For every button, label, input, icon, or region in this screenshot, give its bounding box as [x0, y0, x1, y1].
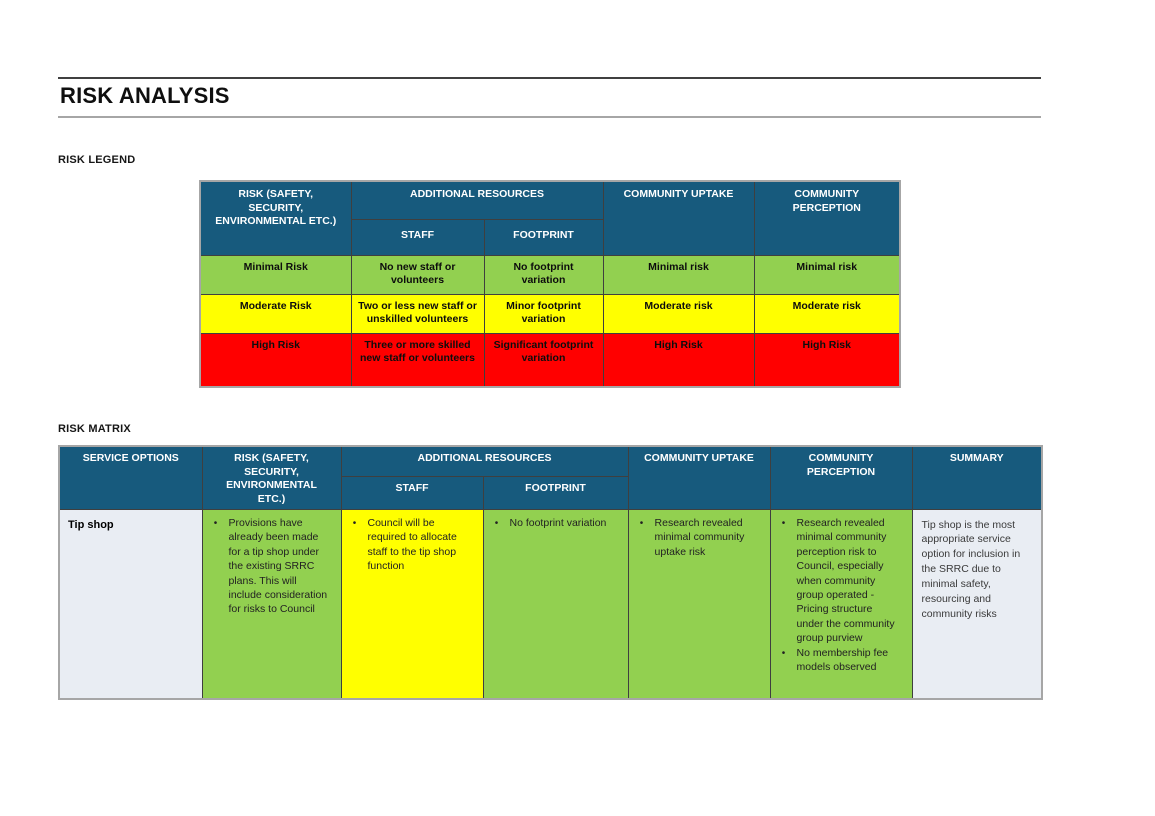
legend-row-minimal — [200, 255, 900, 294]
legend-cell-risk: High Risk — [200, 333, 351, 387]
matrix-header-community-uptake: COMMUNITY UPTAKE — [628, 446, 770, 509]
legend-header-staff: STAFF — [351, 219, 484, 255]
matrix-row-tip-shop — [59, 509, 1042, 699]
risk-legend-table — [199, 180, 901, 388]
matrix-header-row — [59, 446, 1042, 477]
bullet-dot: • — [781, 517, 786, 529]
legend-cell-perception: Moderate risk — [754, 294, 900, 333]
matrix-cell-summary: Tip shop is the most appropriate service option for inclusion in the SRRC due to minimal safety, resourcing and community risks — [912, 509, 1042, 699]
title-block — [58, 77, 1041, 118]
matrix-cell-community-perception — [770, 509, 912, 699]
matrix-header-additional-resources: ADDITIONAL RESOURCES — [341, 446, 628, 477]
legend-cell-footprint: No footprint variation — [484, 255, 603, 294]
legend-row-high — [200, 333, 900, 387]
legend-cell-perception: Minimal risk — [754, 255, 900, 294]
matrix-header-summary: SUMMARY — [912, 446, 1042, 509]
bullet-dot: • — [352, 517, 357, 529]
legend-cell-risk: Minimal Risk — [200, 255, 351, 294]
legend-header-row — [200, 181, 900, 219]
matrix-cell-footprint — [483, 509, 628, 699]
legend-cell-footprint: Minor footprint variation — [484, 294, 603, 333]
bullet-dot: • — [639, 517, 644, 529]
legend-cell-staff: Three or more skilled new staff or volunteers — [351, 333, 484, 387]
matrix-cell-risk — [202, 509, 341, 699]
document-page — [58, 0, 1041, 700]
legend-cell-risk: Moderate Risk — [200, 294, 351, 333]
legend-header-community-uptake: COMMUNITY UPTAKE — [603, 181, 754, 255]
legend-header-community-perception: COMMUNITY PERCEPTION — [754, 181, 900, 255]
risk-matrix-heading: RISK MATRIX — [58, 423, 131, 435]
matrix-header-staff: STAFF — [341, 477, 483, 509]
legend-header-risk: RISK (SAFETY, SECURITY, ENVIRONMENTAL ETC.) — [200, 181, 351, 255]
bullet-item: • Provisions have already been made for a tip shop under the existing SRRC plans. This will include consideration for risks to Council — [203, 516, 337, 617]
matrix-header-community-perception: COMMUNITY PERCEPTION — [770, 446, 912, 509]
matrix-cell-community-uptake — [628, 509, 770, 699]
bullet-item: • No footprint variation — [484, 516, 624, 531]
bullet-dot: • — [781, 647, 786, 659]
bullet-item: • Council will be required to allocate staff to the tip shop function — [342, 516, 479, 574]
bullet-item: • Research revealed minimal community perception risk to Council, especially when community group operated - Pricing structure under the community group purview — [771, 516, 908, 646]
matrix-header-service-options: SERVICE OPTIONS — [59, 446, 202, 509]
risk-matrix-table — [58, 445, 1043, 700]
bullet-item: • Research revealed minimal community uptake risk — [629, 516, 766, 559]
legend-cell-perception: High Risk — [754, 333, 900, 387]
matrix-cell-service-option: Tip shop — [59, 509, 202, 699]
bullet-dot: • — [213, 517, 218, 529]
legend-cell-uptake: High Risk — [603, 333, 754, 387]
bullet-dot: • — [494, 517, 499, 529]
matrix-header-risk: RISK (SAFETY, SECURITY, ENVIRONMENTAL ETC.) — [202, 446, 341, 509]
legend-row-moderate — [200, 294, 900, 333]
legend-header-additional-resources: ADDITIONAL RESOURCES — [351, 181, 603, 219]
matrix-header-footprint: FOOTPRINT — [483, 477, 628, 509]
legend-cell-footprint: Significant footprint variation — [484, 333, 603, 387]
bullet-item: • No membership fee models observed — [771, 646, 908, 675]
legend-cell-staff: No new staff or volunteers — [351, 255, 484, 294]
legend-header-footprint: FOOTPRINT — [484, 219, 603, 255]
page-title: RISK ANALYSIS — [60, 83, 230, 108]
matrix-cell-staff — [341, 509, 483, 699]
legend-cell-uptake: Minimal risk — [603, 255, 754, 294]
legend-cell-uptake: Moderate risk — [603, 294, 754, 333]
legend-cell-staff: Two or less new staff or unskilled volunteers — [351, 294, 484, 333]
risk-legend-heading: RISK LEGEND — [58, 154, 136, 166]
